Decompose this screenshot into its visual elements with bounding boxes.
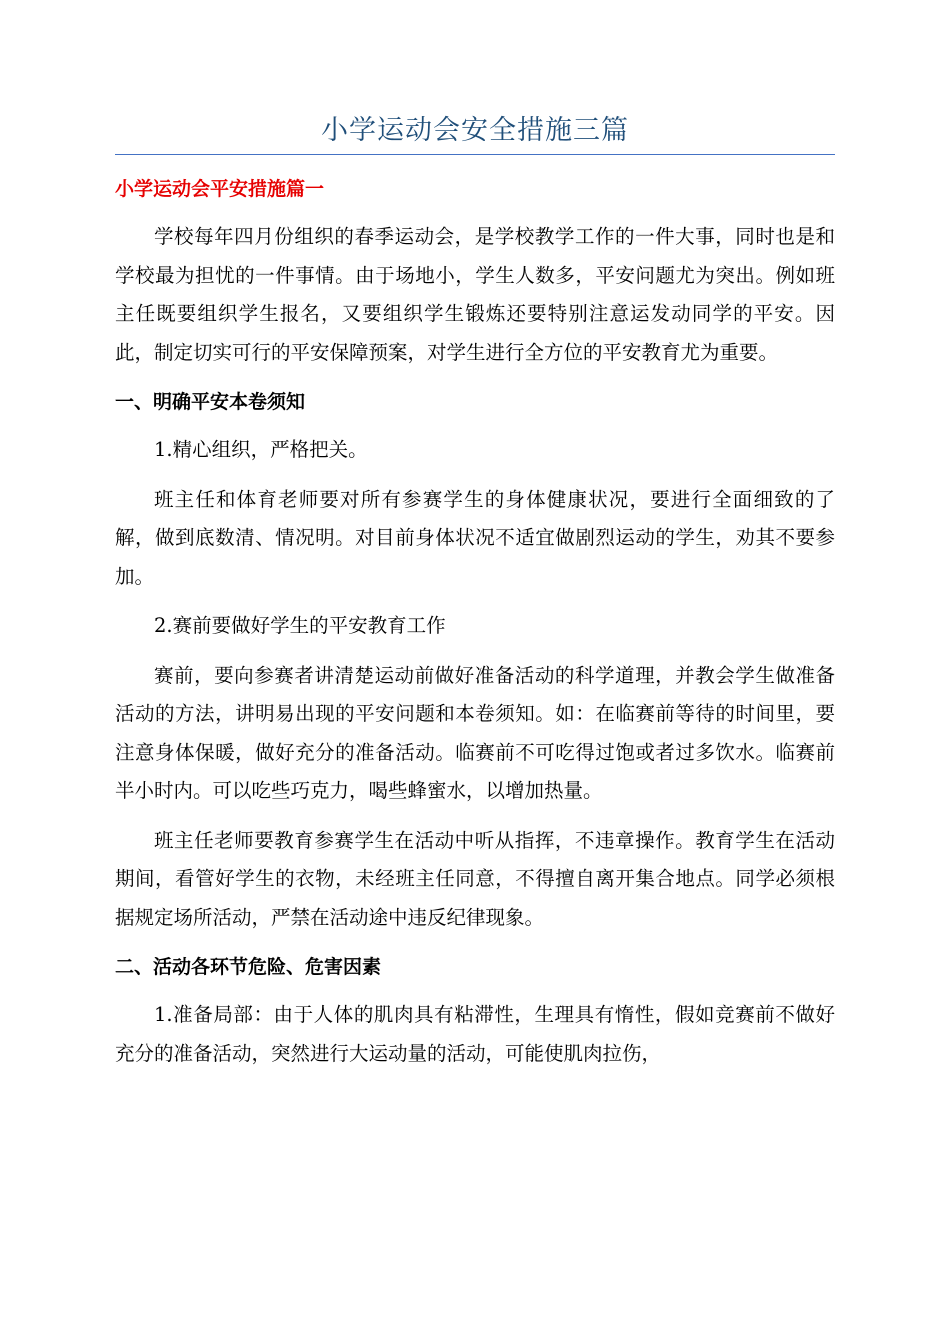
document-title: 小学运动会安全措施三篇: [321, 115, 629, 146]
section-heading: 小学运动会平安措施篇一: [115, 178, 325, 200]
heading-one: 一、明确平安本卷须知: [115, 391, 306, 413]
title-underline: [115, 154, 835, 155]
paragraph-2-1: 1.准备局部：由于人体的肌肉具有粘滞性，生理具有惰性，假如竞赛前不做好充分的准备活动，突然进行大运动量的活动，可能使肌肉拉伤，: [115, 1003, 835, 1065]
paragraph-1-1: 班主任和体育老师要对所有参赛学生的身体健康状况，要进行全面细致的了解，做到底数清、情况明。对目前身体状况不适宜做剧烈运动的学生，劝其不要参加。: [115, 487, 835, 588]
item-1-2: 2.赛前要做好学生的平安教育工作: [154, 614, 446, 637]
intro-paragraph: 学校每年四月份组织的春季运动会，是学校教学工作的一件大事，同时也是和学校最为担忧的一件事情。由于场地小，学生人数多，平安问题尤为突出。例如班主任既要组织学生报名，又要组织学生锻炼还要特别注意运发动同学的平安。因此，制定切实可行的平安保障预案，对学生进行全方位的平安教育尤为重要。: [115, 225, 835, 364]
heading-two: 二、活动各环节危险、危害因素: [115, 956, 382, 978]
paragraph-1-2: 赛前，要向参赛者讲清楚运动前做好准备活动的科学道理，并教会学生做准备活动的方法，讲明易出现的平安问题和本卷须知。如：在临赛前等待的时间里，要注意身体保暖，做好充分的准备活动。临赛前不可吃得过饱或者过多饮水。临赛前半小时内。可以吃些巧克力，喝些蜂蜜水，以增加热量。: [115, 663, 835, 802]
document-body: [115, 170, 835, 1084]
paragraph-1-3: 班主任老师要教育参赛学生在活动中听从指挥，不违章操作。教育学生在活动期间，看管好学生的衣物，未经班主任同意，不得擅自离开集合地点。同学必须根据规定场所活动，严禁在活动途中违反纪律现象。: [115, 828, 835, 929]
item-1-1: 1.精心组织，严格把关。: [154, 438, 368, 461]
